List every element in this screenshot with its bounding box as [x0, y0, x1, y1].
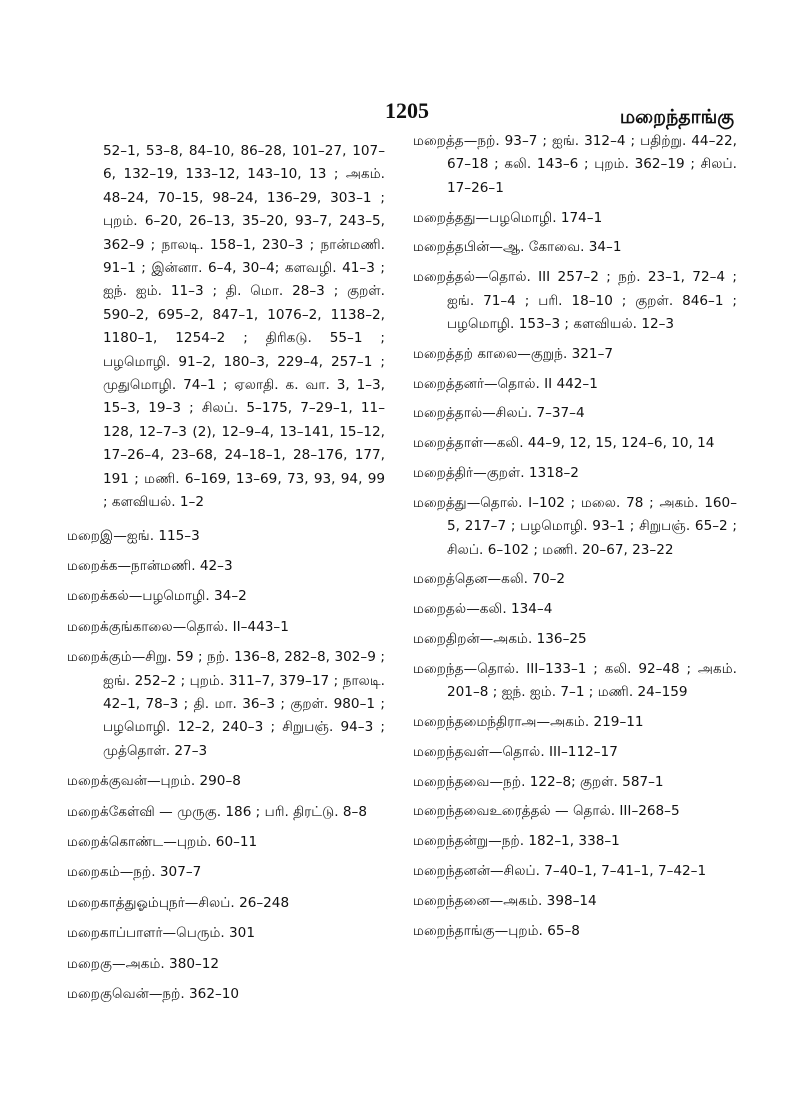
index-entry — [67, 892, 385, 915]
headword: மறைக்குவன்— — [67, 773, 161, 790]
references: நற். 182–1, 338–1 — [501, 833, 620, 850]
index-entry — [67, 831, 385, 854]
references: புறம். 65–8 — [508, 922, 580, 939]
continuation-refs: 52–1, 53–8, 84–10, 86–28, 101–27, 107–6, 132–19, 133–12, 143–10, 13 ; அகம். 48–24, 70–15, 98–24, 136–29, 303–1 ; புறம். 6–20, 26–13, 35–20, 93–7, 243–5, 362–9 ; நாலடி. 158–1, 230–3 ; நான்மணி. 91–1 ; இன்னா. 6–4, 30–4; களவழி. 41–3 ; ஐந். ஐம். 11–3 ; தி. மொ. 28–3 ; குறள். 590–2, 695–2, 847–1, 1076–2, 1138–2, 1180–1, 1254–2 ; திரிகடு. 55–1 ; பழமொழி. 91–2, 180–3, 229–4, 257–1 ; முதுமொழி. 74–1 ; ஏலாதி. க. வா. 3, 1–3, 15–3, 19–3 ; சிலப். 5–175, 7–29–1, 11–128, 12–7–3 (2), 12–9–4, 13–141, 15–12, 17–26–4, 23–68, 24–18–1, 28–176, 177, 191 ; மணி. 6–169, 13–69, 73, 93, 94, 99 ; களவியல். 1–2 — [103, 143, 385, 511]
references: புறம். 290–8 — [160, 773, 241, 790]
headword: மறைத்தனர்— — [413, 375, 498, 392]
references: தொல். III–268–5 — [572, 803, 680, 820]
headword: மறைத்தென— — [413, 571, 502, 588]
references: தொல். III–133–1 ; கலி. 92–48 ; அகம். 201–8 ; ஐந். ஐம். 7–1 ; மணி. 24–159 — [447, 660, 737, 701]
references: நற். 122–8; குறள். 587–1 — [503, 773, 664, 790]
references: தொல். III–112–17 — [502, 743, 618, 760]
references: தொல். II–443–1 — [186, 618, 289, 635]
index-entry — [67, 922, 385, 945]
headword: மறைஇ— — [67, 527, 127, 544]
index-entry — [413, 266, 737, 336]
headword: மறைத்திர்— — [413, 465, 487, 481]
references: பெரும். 301 — [176, 925, 255, 942]
headword: மறைகு— — [67, 955, 126, 972]
index-entry — [413, 568, 737, 591]
headword: மறைத்தற் காலை— — [413, 345, 531, 362]
references: நற். 307–7 — [133, 864, 202, 881]
headword: மறைத்து— — [413, 494, 481, 511]
index-entry — [413, 130, 737, 200]
index-entry — [67, 801, 385, 824]
headword: மறைத்தாள்— — [413, 435, 497, 452]
references: சிறு. 59 ; நற். 136–8, 282–8, 302–9 ; ஐங். 252–2 ; புறம். 311–7, 379–17 ; நாலடி. 42–1, 78–3 ; தி. மா. 36–3 ; குறள். 980–1 ; பழமொழி. 12–2, 240–3 ; சிறுபஞ். 94–3 ; முத்தொள். 27–3 — [103, 649, 385, 759]
index-entry — [413, 432, 737, 455]
references: ஆ. கோவை. 34–1 — [502, 239, 622, 256]
headword: மறைகம்— — [67, 864, 134, 881]
index-entry — [413, 711, 737, 734]
right-entry-list — [413, 130, 737, 943]
references: நற். 93–7 ; ஐங். 312–4 ; பதிற்று. 44–22, 67–18 ; கலி. 143–6 ; புறம். 362–19 ; சிலப். 17–26–1 — [447, 133, 737, 196]
index-entry — [67, 953, 385, 976]
references: சிலப். 7–40–1, 7–41–1, 7–42–1 — [503, 862, 707, 879]
index-entry — [413, 860, 737, 883]
index-entry — [67, 770, 385, 793]
index-entry — [413, 343, 737, 366]
headword: மறைந்தன்று— — [413, 833, 502, 850]
references: அகம். 136–25 — [493, 631, 587, 647]
headword: மறைதிறன்— — [413, 631, 494, 647]
headword: மறைந்தவை— — [413, 773, 504, 790]
headword: மறைக்கொண்ட— — [67, 833, 177, 850]
references: முருகு. 186 ; பரி. திரட்டு. 8–8 — [177, 803, 367, 820]
index-entry — [67, 646, 385, 763]
references: பழமொழி. 34–2 — [142, 588, 247, 605]
references: தொல். III 257–2 ; நற். 23–1, 72–4 ; ஐங். 71–4 ; பரி. 18–10 ; குறள். 846–1 ; பழமொழி. 153–3 ; களவியல். 12–3 — [447, 269, 737, 333]
index-entry — [413, 771, 737, 794]
headword: மறைந்தமைந்திராஅ— — [413, 714, 551, 730]
headword: மறைத்தால்— — [413, 405, 496, 422]
index-entry — [413, 890, 737, 913]
index-entry — [413, 492, 737, 562]
headword: மறைதல்— — [413, 601, 480, 618]
index-entry — [413, 920, 737, 943]
references: தொல். II 442–1 — [497, 375, 598, 392]
index-entry — [413, 236, 737, 259]
headword: மறைக்க— — [67, 557, 132, 574]
references: குறுந். 321–7 — [530, 345, 614, 362]
headword: மறைத்தபின்— — [413, 239, 503, 256]
references: புறம். 60–11 — [176, 833, 258, 850]
index-entry — [413, 402, 737, 425]
index-entry — [413, 373, 737, 396]
headword: மறைகுவென்— — [67, 986, 163, 1002]
headword: மறைக்கல்— — [67, 588, 143, 605]
references: நான்மணி. 42–3 — [131, 557, 233, 574]
references: சிலப். 7–37–4 — [495, 405, 585, 422]
index-entry — [67, 525, 385, 548]
headword: மறைந்தவள்— — [413, 743, 503, 760]
references: குறள். 1318–2 — [486, 465, 579, 481]
references: கலி. 134–4 — [479, 601, 553, 618]
references: அகம். 398–14 — [503, 892, 597, 909]
references: தொல். I–102 ; மலை. 78 ; அகம். 160–5, 217–7 ; பழமொழி. 93–1 ; சிறுபஞ். 65–2 ; சிலப். 6–102 ; மணி. 20–67, 23–22 — [447, 494, 737, 558]
headword: மறைந்த— — [413, 660, 478, 677]
headword: மறைகாத்துஓம்புநர்— — [67, 894, 199, 911]
index-entry — [413, 207, 737, 230]
index-entry — [67, 555, 385, 578]
right-column — [413, 130, 737, 949]
left-entry-list — [67, 525, 385, 1007]
index-entry — [413, 598, 737, 621]
headword: மறைந்தனன்— — [413, 862, 504, 879]
index-entry — [413, 628, 737, 651]
headword: மறைந்தாங்கு— — [413, 922, 509, 939]
index-entry — [413, 462, 737, 485]
headword: மறைகாப்பாளர்— — [67, 925, 177, 942]
headword: மறைத்தல்— — [413, 269, 489, 286]
running-head: மறைந்தாங்கு — [619, 106, 734, 128]
index-entry — [67, 616, 385, 639]
references: நற். 362–10 — [162, 986, 240, 1002]
index-entry — [413, 658, 737, 705]
references: சிலப். 26–248 — [198, 894, 290, 911]
references: கலி. 70–2 — [501, 571, 566, 588]
headword: மறைந்தவைஉரைத்தல் — — [413, 803, 573, 820]
references: கலி. 44–9, 12, 15, 124–6, 10, 14 — [496, 435, 715, 452]
index-entry — [413, 800, 737, 823]
references: அகம். 380–12 — [125, 955, 220, 972]
index-entry — [67, 983, 385, 1006]
headword: மறைக்குங்காலை— — [67, 618, 187, 635]
headword: மறைந்தனை— — [413, 892, 504, 909]
index-entry — [67, 585, 385, 608]
index-entry — [413, 741, 737, 764]
headword: மறைத்தது— — [413, 209, 490, 226]
headword: மறைக்கேள்வி — — [67, 803, 178, 820]
index-entry — [67, 861, 385, 884]
left-column — [67, 140, 385, 1013]
references: அகம். 219–11 — [550, 714, 644, 730]
references: ஐங். 115–3 — [126, 527, 200, 544]
headword: மறைத்த— — [413, 133, 478, 149]
page-number: 1205 — [385, 98, 429, 123]
references: பழமொழி. 174–1 — [489, 209, 603, 226]
index-entry — [413, 830, 737, 853]
headword: மறைக்கும்— — [67, 649, 146, 666]
